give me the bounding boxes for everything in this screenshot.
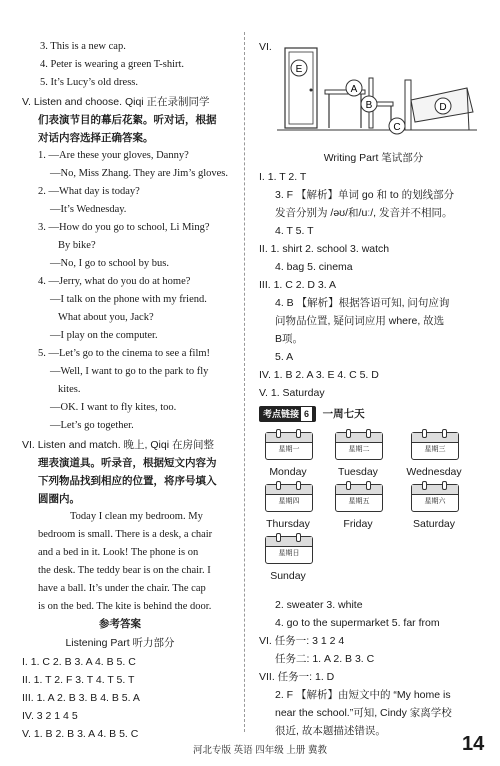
line: —No, I go to school by bus. [50,258,169,269]
answer-line: II. 1. T 2. F 3. T 4. T 5. T [22,674,135,686]
answer-key-title: 参考答案 [99,619,141,630]
answer-line: 2. sweater 3. white [275,599,363,611]
calendar-icon: 星期一 [265,432,313,460]
calendar-icon: 星期四 [265,484,313,512]
passage-line: is on the bed. The kite is behind the door. [38,601,212,612]
answer-line: 4. bag 5. cinema [275,261,353,273]
line: —I play on the computer. [50,330,158,341]
day-label: Sunday [270,570,306,582]
passage-line: Today I clean my bedroom. My [70,511,203,522]
answer-line: I. 1. C 2. B 3. A 4. B 5. C [22,656,136,668]
section-heading: V. Listen and choose. Qiqi 正在录制同学 [22,96,210,108]
section-instruction: 们表演节目的幕后花絮。听对话，根据 [38,114,217,126]
answer-line: 4. T 5. T [275,225,314,237]
page-number: 14 [462,733,485,755]
line: 3. —How do you go to school, Li Ming? [38,222,210,233]
passage-line: have a ball. It’s under the chair. The cap [38,583,206,594]
answer-line: B项。 [275,333,304,345]
column-divider [244,32,245,732]
day-label: Thursday [266,518,310,530]
answer-line: near the school.”可知, Cindy 家离学校 [275,707,452,719]
answer-line: II. 1. shirt 2. school 3. watch [259,243,390,255]
line: 4. —Jerry, what do you do at home? [38,276,191,287]
section-heading: VI. [259,41,272,53]
answer-line: VI. 任务一: 3 1 2 4 [259,635,345,647]
part-heading: Listening Part 听力部分 [65,637,175,649]
picture-label: B [365,100,373,111]
line: 3. This is a new cap. [40,41,126,52]
calendar-icon: 星期五 [335,484,383,512]
answer-line: 任务二: 1. A 2. B 3. C [275,653,375,665]
answer-line: 发音分别为 /əʊ/和/uː/, 发音并不相同。 [275,207,453,219]
section-heading: VI. Listen and match. 晚上, Qiqi 在房间整 [22,439,214,451]
section-instruction: 圆圈内。 [38,493,80,505]
answer-line: VII. 任务一: 1. D [259,671,335,683]
day-label: Friday [343,518,373,530]
calendar-icon: 星期三 [411,432,459,460]
passage-line: the desk. The teddy bear is on the chair. I [38,565,211,576]
line: —Well, I want to go to the park to fly [50,366,209,377]
day-label: Wednesday [406,466,462,478]
line: —OK. I want to fly kites, too. [50,402,177,413]
calendar-icon: 星期二 [335,432,383,460]
line: 1. —Are these your gloves, Danny? [38,150,189,161]
picture-label: A [350,84,358,95]
answer-line: I. 1. T 2. T [259,171,307,183]
answer-line: 问物品位置, 疑问词应用 where, 故选 [275,315,445,327]
day-label: Saturday [412,518,456,530]
passage-line: bedroom is small. There is a desk, a chair [38,529,213,540]
kaodian-tag: 考点链接 6 [259,406,316,422]
picture-label: E [295,64,303,75]
answer-line: 很近, 故本题描述错误。 [275,725,386,737]
line: —Let’s go together. [50,420,134,431]
picture-label: D [439,102,447,113]
kaodian-header [259,406,365,422]
line: 2. —What day is today? [38,186,140,197]
answer-line: IV. 3 2 1 4 5 [22,710,78,722]
passage-line: and a bed in it. Look! The phone is on [38,547,199,558]
picture-label: C [393,122,401,133]
line: —No, Miss Zhang. They are Jim’s gloves. [50,168,228,179]
part-heading: Writing Part 笔试部分 [323,152,424,164]
line: 5. It’s Lucy’s old dress. [40,77,138,88]
calendar-icon: 星期日 [265,536,313,564]
day-label: Tuesday [338,466,378,478]
answer-line: 4. go to the supermarket 5. far from [275,617,440,629]
footer: 河北专版 英语 四年级 上册 冀教 [192,745,328,756]
section-instruction: 对话内容选择正确答案。 [38,132,154,144]
section-instruction: 下列物品找到相应的位置，将序号填入 [38,475,217,487]
bedroom-illustration [277,38,477,140]
line: 4. Peter is wearing a green T-shirt. [40,59,185,70]
line: —I talk on the phone with my friend. [50,294,207,305]
section-instruction: 理表演道具。听录音，根据短文内容为 [38,457,217,469]
answer-line: 5. A [275,351,294,363]
answer-line: III. 1. C 2. D 3. A [259,279,337,291]
line: What about you, Jack? [58,312,154,323]
line: —It’s Wednesday. [50,204,127,215]
line: kites. [58,384,81,395]
answer-line: III. 1. A 2. B 3. B 4. B 5. A [22,692,140,704]
answer-line: V. 1. B 2. B 3. A 4. B 5. C [22,728,139,740]
calendar-icon: 星期六 [411,484,459,512]
answer-line: 4. B 【解析】根据答语可知, 问句应询 [275,297,450,309]
answer-line: V. 1. Saturday [259,387,325,399]
answer-line: 2. F 【解析】由短文中的 “My home is [275,689,451,701]
answer-line: 3. F 【解析】单词 go 和 to 的划线部分 [275,189,455,201]
line: 5. —Let’s go to the cinema to see a film! [38,348,211,359]
kaodian-title: 一周七天 [322,408,365,420]
bed-shape [405,80,411,130]
day-label: Monday [269,466,307,478]
line: By bike? [58,240,96,251]
answer-line: IV. 1. B 2. A 3. E 4. C 5. D [259,369,379,381]
